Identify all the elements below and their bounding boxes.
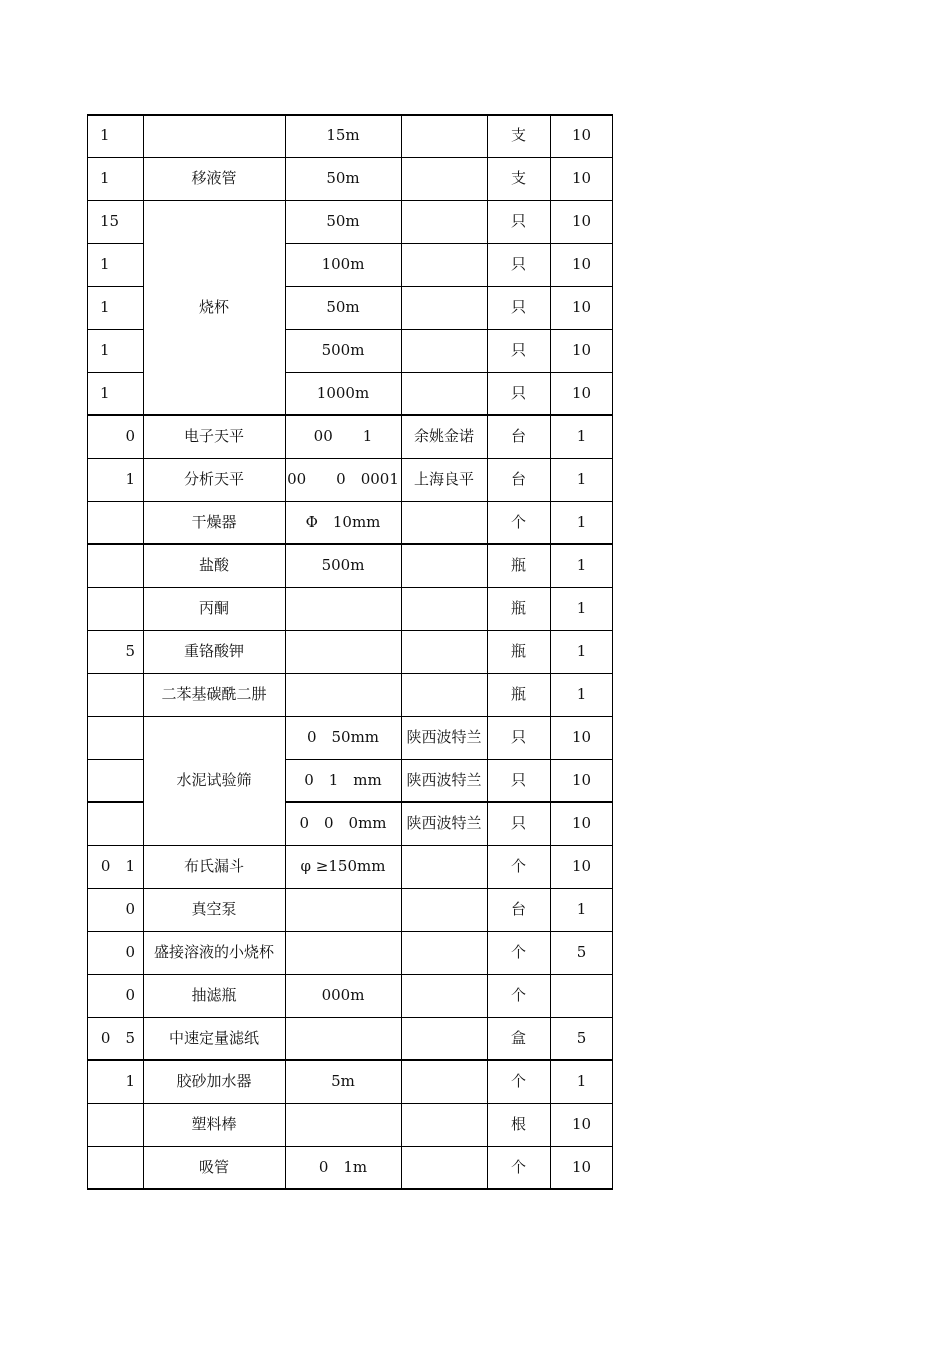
cell-qty: 1 xyxy=(576,470,587,488)
cell-col-a xyxy=(87,802,143,845)
cell-qty xyxy=(550,974,613,1017)
cell-spec xyxy=(285,931,401,974)
cell-unit: 个 xyxy=(510,1158,526,1176)
cell-qty: 1 xyxy=(576,685,587,703)
cell-maker xyxy=(401,845,487,888)
cell-col-a: 1 xyxy=(100,169,110,187)
cell-spec xyxy=(285,1017,401,1060)
cell-maker xyxy=(401,544,487,587)
cell-qty: 10 xyxy=(571,169,592,187)
cell-maker xyxy=(401,673,487,716)
cell-maker xyxy=(401,243,487,286)
cell-spec: 0 1m xyxy=(318,1158,368,1176)
cell-spec: 100m xyxy=(321,255,365,273)
grid-line xyxy=(87,543,613,545)
cell-unit: 只 xyxy=(510,771,526,789)
cell-qty: 10 xyxy=(571,341,592,359)
cell-maker xyxy=(401,1060,487,1103)
cell-spec: 0 1 mm xyxy=(304,771,382,789)
cell-item: 中速定量滤纸 xyxy=(168,1029,259,1047)
cell-unit: 台 xyxy=(510,470,526,488)
cell-unit: 只 xyxy=(510,341,526,359)
cell-maker xyxy=(401,372,487,415)
cell-col-a: 5 xyxy=(125,642,135,660)
cell-maker xyxy=(401,931,487,974)
cell-item: 干燥器 xyxy=(191,513,237,531)
cell-spec: 50m xyxy=(326,169,360,187)
cell-col-a: 0 1 xyxy=(100,857,135,875)
cell-qty: 10 xyxy=(571,298,592,316)
cell-spec: 0 50mm xyxy=(306,728,380,746)
merged-item-cell: 烧杯 xyxy=(198,298,229,316)
cell-maker: 上海良平 xyxy=(413,470,474,488)
cell-spec: 500m xyxy=(321,341,365,359)
cell-maker: 陕西波特兰 xyxy=(406,728,482,746)
cell-spec xyxy=(285,1103,401,1146)
grid-line xyxy=(87,673,613,674)
grid-line xyxy=(550,114,551,1189)
cell-qty: 1 xyxy=(576,642,587,660)
cell-item xyxy=(143,114,285,157)
cell-item: 吸管 xyxy=(198,1158,229,1176)
cell-col-a: 0 xyxy=(125,986,135,1004)
cell-item: 丙酮 xyxy=(198,599,229,617)
cell-item: 抽滤瓶 xyxy=(191,986,237,1004)
grid-line xyxy=(285,243,613,244)
cell-spec: Φ 10mm xyxy=(305,513,381,531)
grid-line xyxy=(87,1188,613,1190)
grid-line xyxy=(87,587,613,588)
cell-maker xyxy=(401,630,487,673)
grid-line xyxy=(285,372,613,373)
cell-spec xyxy=(285,630,401,673)
cell-unit: 只 xyxy=(510,384,526,402)
grid-line xyxy=(285,329,613,330)
grid-line xyxy=(285,801,613,803)
cell-unit: 支 xyxy=(510,169,526,187)
grid-line xyxy=(87,114,88,1189)
cell-maker xyxy=(401,1146,487,1189)
cell-unit: 个 xyxy=(510,986,526,1004)
cell-col-a: 0 xyxy=(125,427,135,445)
cell-unit: 只 xyxy=(510,728,526,746)
grid-line xyxy=(87,974,613,975)
grid-line xyxy=(87,888,613,889)
cell-qty: 10 xyxy=(571,384,592,402)
cell-maker xyxy=(401,974,487,1017)
cell-maker xyxy=(401,114,487,157)
cell-item: 分析天平 xyxy=(183,470,244,488)
cell-qty: 10 xyxy=(571,255,592,273)
cell-col-a: 1 xyxy=(100,298,110,316)
grid-line xyxy=(87,329,143,330)
cell-maker: 陕西波特兰 xyxy=(406,771,482,789)
cell-maker xyxy=(401,286,487,329)
cell-spec: 0 0 0mm xyxy=(299,814,387,832)
cell-col-a xyxy=(87,673,143,716)
cell-qty: 1 xyxy=(576,556,587,574)
cell-col-a: 1 xyxy=(100,341,110,359)
cell-unit: 只 xyxy=(510,212,526,230)
cell-qty: 1 xyxy=(576,1072,587,1090)
cell-spec xyxy=(285,888,401,931)
cell-col-a: 1 xyxy=(100,255,110,273)
cell-spec: 50m xyxy=(326,212,360,230)
grid-line xyxy=(87,759,143,760)
grid-line xyxy=(87,716,613,717)
cell-qty: 10 xyxy=(571,771,592,789)
cell-qty: 1 xyxy=(576,427,587,445)
cell-unit: 个 xyxy=(510,857,526,875)
cell-col-a: 0 xyxy=(125,900,135,918)
grid-line xyxy=(87,114,613,116)
cell-spec: 00 0 0001 xyxy=(287,470,399,488)
cell-item: 真空泵 xyxy=(191,900,237,918)
cell-maker: 陕西波特兰 xyxy=(406,814,482,832)
cell-spec: 500m xyxy=(321,556,365,574)
cell-maker xyxy=(401,587,487,630)
cell-unit: 个 xyxy=(510,1072,526,1090)
cell-col-a xyxy=(87,544,143,587)
merged-item-cell: 水泥试验筛 xyxy=(176,771,252,789)
cell-item: 盛接溶液的小烧杯 xyxy=(153,943,274,961)
cell-spec: 50m xyxy=(326,298,360,316)
cell-unit: 根 xyxy=(510,1115,526,1133)
cell-qty: 10 xyxy=(571,212,592,230)
cell-unit: 台 xyxy=(510,900,526,918)
grid-line xyxy=(87,931,613,932)
grid-line xyxy=(143,114,144,1189)
cell-qty: 5 xyxy=(576,1029,587,1047)
cell-unit: 瓶 xyxy=(510,556,526,574)
cell-unit: 瓶 xyxy=(510,685,526,703)
cell-maker xyxy=(401,1017,487,1060)
cell-col-a xyxy=(87,759,143,802)
cell-maker xyxy=(401,501,487,544)
cell-qty: 10 xyxy=(571,126,592,144)
grid-line xyxy=(87,372,143,373)
grid-line xyxy=(87,1103,613,1104)
grid-line xyxy=(87,630,613,631)
cell-unit: 瓶 xyxy=(510,599,526,617)
cell-item: 塑料棒 xyxy=(191,1115,237,1133)
cell-unit: 个 xyxy=(510,943,526,961)
cell-qty: 10 xyxy=(571,857,592,875)
cell-unit: 只 xyxy=(510,814,526,832)
grid-line xyxy=(87,1059,613,1061)
cell-spec: 00 1 xyxy=(313,427,373,445)
cell-qty: 10 xyxy=(571,1158,592,1176)
cell-spec: 000m xyxy=(321,986,365,1004)
cell-col-a: 1 xyxy=(100,126,110,144)
cell-unit: 瓶 xyxy=(510,642,526,660)
cell-maker xyxy=(401,1103,487,1146)
cell-item: 电子天平 xyxy=(183,427,244,445)
cell-item: 胶砂加水器 xyxy=(176,1072,252,1090)
cell-col-a xyxy=(87,1103,143,1146)
cell-spec: φ ≥150mm xyxy=(300,857,386,875)
cell-maker xyxy=(401,329,487,372)
cell-maker xyxy=(401,888,487,931)
cell-maker xyxy=(401,157,487,200)
cell-qty: 10 xyxy=(571,814,592,832)
grid-line xyxy=(87,1017,613,1018)
cell-item: 二苯基碳酰二肼 xyxy=(161,685,267,703)
cell-col-a: 0 xyxy=(125,943,135,961)
grid-line xyxy=(87,458,613,459)
grid-line xyxy=(87,501,613,502)
cell-spec: 15m xyxy=(326,126,360,144)
grid-line xyxy=(87,845,613,846)
grid-line xyxy=(612,114,613,1189)
cell-item: 布氏漏斗 xyxy=(183,857,244,875)
grid-line xyxy=(87,200,613,201)
grid-line xyxy=(87,243,143,244)
cell-unit: 个 xyxy=(510,513,526,531)
cell-unit: 只 xyxy=(510,255,526,273)
grid-line xyxy=(87,286,143,287)
cell-qty: 1 xyxy=(576,900,587,918)
cell-spec: 5m xyxy=(331,1072,355,1090)
cell-col-a: 15 xyxy=(100,212,120,230)
grid-line xyxy=(285,114,286,1189)
cell-qty: 1 xyxy=(576,513,587,531)
grid-line xyxy=(87,414,613,416)
cell-col-a xyxy=(87,716,143,759)
equipment-table xyxy=(87,114,613,1190)
cell-qty: 10 xyxy=(571,1115,592,1133)
cell-qty: 10 xyxy=(571,728,592,746)
cell-col-a: 0 5 xyxy=(100,1029,135,1047)
cell-spec xyxy=(285,587,401,630)
cell-qty: 1 xyxy=(576,599,587,617)
cell-unit: 盒 xyxy=(510,1029,526,1047)
grid-line xyxy=(285,759,613,760)
cell-item: 移液管 xyxy=(191,169,237,187)
cell-unit: 支 xyxy=(510,126,526,144)
cell-col-a xyxy=(87,587,143,630)
grid-line xyxy=(487,114,488,1189)
grid-line xyxy=(285,286,613,287)
cell-unit: 只 xyxy=(510,298,526,316)
cell-col-a xyxy=(87,501,143,544)
grid-line xyxy=(87,157,613,158)
grid-line xyxy=(87,801,143,803)
cell-spec: 1000m xyxy=(316,384,370,402)
cell-maker xyxy=(401,200,487,243)
cell-col-a xyxy=(87,1146,143,1189)
cell-maker: 余姚金诺 xyxy=(413,427,474,445)
cell-unit: 台 xyxy=(510,427,526,445)
cell-col-a: 1 xyxy=(100,384,110,402)
grid-line xyxy=(87,1146,613,1147)
cell-col-a: 1 xyxy=(125,470,135,488)
grid-line xyxy=(401,114,402,1189)
cell-col-a: 1 xyxy=(125,1072,135,1090)
cell-item: 重铬酸钾 xyxy=(183,642,244,660)
cell-qty: 5 xyxy=(576,943,587,961)
cell-item: 盐酸 xyxy=(198,556,229,574)
cell-spec xyxy=(285,673,401,716)
